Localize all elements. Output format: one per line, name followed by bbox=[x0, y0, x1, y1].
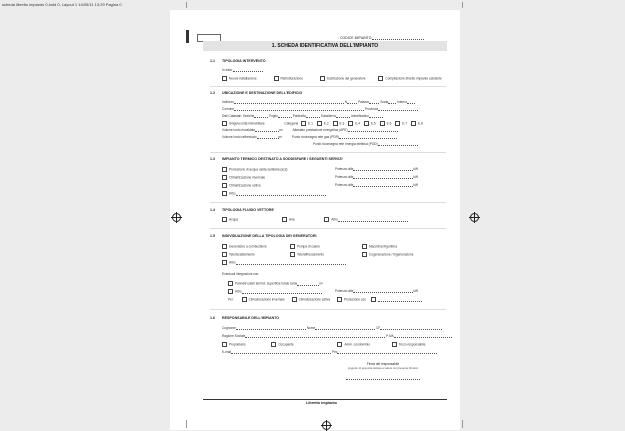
checkbox[interactable] bbox=[364, 121, 369, 126]
ape-field[interactable] bbox=[348, 131, 398, 132]
piva-label: P.IVA bbox=[386, 334, 394, 338]
checkbox[interactable] bbox=[222, 167, 227, 172]
cat-label: E.6 bbox=[386, 121, 392, 126]
servizio-row bbox=[222, 167, 287, 172]
firma-field[interactable] bbox=[346, 379, 420, 380]
cat-label: E.5 bbox=[370, 121, 376, 126]
catastali-row bbox=[222, 114, 383, 118]
n-field[interactable] bbox=[347, 103, 357, 104]
pec-field[interactable] bbox=[337, 353, 437, 354]
checkbox[interactable] bbox=[378, 76, 383, 81]
unit-label: kW bbox=[413, 167, 419, 171]
registration-mark bbox=[470, 213, 479, 222]
checkbox[interactable] bbox=[222, 175, 227, 180]
firma-label: Firma del responsabile bbox=[366, 362, 400, 366]
nome-field[interactable] bbox=[315, 329, 375, 330]
crop-mark bbox=[462, 2, 463, 8]
ruolo-label: Proprietario bbox=[229, 342, 246, 347]
color-bar bbox=[186, 30, 189, 43]
checkbox[interactable] bbox=[228, 289, 233, 294]
fluido-label: Acqua bbox=[229, 217, 239, 222]
checkbox[interactable] bbox=[282, 217, 287, 222]
scala-label: Scala bbox=[380, 100, 389, 104]
gen-label: Teleriscaldamento bbox=[229, 252, 255, 257]
checkbox[interactable] bbox=[337, 342, 342, 347]
intervento-options bbox=[222, 76, 442, 81]
gen-row bbox=[362, 252, 413, 257]
checkbox[interactable] bbox=[271, 342, 276, 347]
gen-row bbox=[222, 260, 346, 265]
per-label: Per: bbox=[228, 297, 234, 302]
option-label: Compilazione libretto impianto esistente bbox=[385, 76, 442, 81]
servizio-row bbox=[222, 183, 261, 188]
vol-raff-label: Volume lordo raffrescato bbox=[222, 135, 257, 139]
provincia-label: Provincia bbox=[364, 107, 379, 111]
altro-field[interactable] bbox=[242, 293, 322, 294]
checkbox[interactable] bbox=[301, 121, 306, 126]
registration-mark bbox=[322, 421, 331, 430]
section-number: 1.1 bbox=[210, 59, 215, 63]
sezione-field[interactable] bbox=[254, 117, 268, 118]
checkbox[interactable] bbox=[395, 121, 400, 126]
checkbox[interactable] bbox=[411, 121, 416, 126]
checkbox[interactable] bbox=[317, 121, 322, 126]
section-title: INDIVIDUAZIONE DELLA TIPOLOGIA DEI GENERATORI bbox=[222, 234, 317, 238]
nome-label: Nome bbox=[306, 326, 316, 330]
gen-label: Altro bbox=[229, 260, 236, 265]
potenza-row bbox=[335, 175, 418, 179]
unit-label: kW bbox=[413, 289, 419, 293]
pod-label: Punto riconsegna rete energia elettrica (POD) bbox=[313, 142, 378, 146]
section-number: 1.2 bbox=[210, 91, 215, 95]
altro-label: Altro bbox=[235, 289, 242, 294]
gen-label: Generatore a combustione bbox=[229, 244, 267, 249]
in-data-row bbox=[222, 68, 263, 72]
option-label: Ristrutturazione bbox=[280, 76, 303, 81]
checkbox[interactable] bbox=[392, 342, 397, 347]
unit-label: kW bbox=[413, 183, 419, 187]
gen-label: Macchina frigorifera bbox=[369, 244, 397, 249]
cat-label: E.3 bbox=[339, 121, 345, 126]
checkbox[interactable] bbox=[242, 297, 247, 302]
checkbox[interactable] bbox=[337, 297, 342, 302]
email-field[interactable] bbox=[231, 353, 331, 354]
servizio-label: Produzione di acqua calda sanitaria (acs) bbox=[229, 167, 288, 172]
checkbox[interactable] bbox=[222, 244, 227, 249]
pec-label: Pec bbox=[331, 350, 338, 354]
servizio-row bbox=[222, 175, 265, 180]
per-row bbox=[228, 297, 422, 302]
cat-label: E.1 bbox=[308, 121, 313, 126]
cognome-row bbox=[222, 326, 442, 330]
section-number: 1.3 bbox=[210, 157, 215, 161]
checkbox[interactable] bbox=[371, 297, 376, 302]
page-title: 1. SCHEDA IDENTIFICATIVA DELL'IMPIANTO bbox=[203, 41, 447, 51]
pannelli-field[interactable] bbox=[297, 285, 319, 286]
file-header: scheda libretto impianto 0.indd 0, Layout 1 14/05/11 13:29 Pagina 0 bbox=[2, 2, 122, 7]
cognome-field[interactable] bbox=[236, 329, 306, 330]
checkbox[interactable] bbox=[222, 121, 227, 126]
checkbox[interactable] bbox=[274, 76, 279, 81]
palazzo-field[interactable] bbox=[369, 103, 379, 104]
unit-label: m² bbox=[319, 281, 323, 286]
divider bbox=[210, 202, 446, 203]
indirizzo-row bbox=[222, 100, 415, 104]
categoria-row bbox=[222, 121, 423, 126]
unit-label: kW bbox=[413, 175, 419, 179]
email-label: E-mail bbox=[222, 350, 232, 354]
checkbox[interactable] bbox=[228, 281, 233, 286]
email-row bbox=[222, 350, 437, 354]
section-title: TIPOLOGIA INTERVENTO bbox=[222, 59, 266, 63]
vol-raff-field[interactable] bbox=[257, 138, 279, 139]
per-option: Climatizzazione invernale bbox=[248, 297, 285, 302]
gen-row bbox=[362, 244, 397, 249]
divider bbox=[210, 86, 446, 87]
gen-label: Pompa di calore bbox=[297, 244, 321, 249]
crop-mark bbox=[186, 420, 187, 428]
potenza-field[interactable] bbox=[353, 186, 413, 187]
checkbox[interactable] bbox=[222, 252, 227, 257]
cat-label: E.7 bbox=[402, 121, 408, 126]
unit-label: m³ bbox=[278, 135, 283, 139]
checkbox[interactable] bbox=[348, 121, 353, 126]
palazzo-label: Palazzo bbox=[357, 100, 370, 104]
altro-row bbox=[228, 289, 322, 294]
potenza-field[interactable] bbox=[353, 292, 413, 293]
ruolo-label: Amm. condominio bbox=[344, 342, 370, 347]
raff-row bbox=[222, 135, 397, 139]
ragione-field[interactable] bbox=[245, 337, 385, 338]
checkbox[interactable] bbox=[222, 260, 227, 265]
altro-field[interactable] bbox=[236, 264, 346, 265]
checkbox[interactable] bbox=[292, 297, 297, 302]
potenza-label: Potenza utile bbox=[335, 175, 354, 179]
potenza-label: Potenza utile bbox=[335, 183, 354, 187]
checkbox[interactable] bbox=[362, 252, 367, 257]
crop-mark bbox=[462, 420, 463, 428]
comune-label: Comune bbox=[222, 107, 235, 111]
servizio-label: Climatizzazione estiva bbox=[229, 183, 261, 188]
fluido-row bbox=[222, 217, 408, 222]
subalterno-field[interactable] bbox=[336, 117, 350, 118]
servizio-label: Altro bbox=[229, 191, 236, 196]
servizio-row bbox=[222, 191, 326, 196]
cat-label: E.8 bbox=[417, 121, 423, 126]
fluido-label: Altro bbox=[331, 217, 338, 222]
servizio-label: Climatizzazione invernale bbox=[229, 175, 266, 180]
pod-field[interactable] bbox=[378, 145, 418, 146]
checkbox[interactable] bbox=[290, 252, 295, 257]
potenza-label: Potenza utile bbox=[335, 289, 354, 293]
piva-field[interactable] bbox=[394, 337, 452, 338]
volume-row bbox=[222, 128, 398, 132]
codice-impianto bbox=[340, 36, 424, 40]
provincia-field[interactable] bbox=[378, 110, 418, 111]
registration-mark bbox=[172, 213, 181, 222]
checkbox[interactable] bbox=[222, 342, 227, 347]
gen-row bbox=[222, 252, 255, 257]
divider bbox=[210, 309, 446, 310]
vol-lordo-field[interactable] bbox=[255, 131, 279, 132]
gen-row bbox=[290, 252, 324, 257]
checkbox[interactable] bbox=[290, 244, 295, 249]
ragione-row bbox=[222, 334, 452, 338]
in-data-label: In data bbox=[222, 68, 232, 72]
subalterno-label: Subalterno bbox=[320, 114, 337, 118]
potenza-row bbox=[335, 167, 418, 171]
cat-label: E.4 bbox=[355, 121, 360, 126]
section-title: RESPONSABILE DELL'IMPIANTO bbox=[222, 316, 280, 320]
in-data-field[interactable] bbox=[233, 71, 263, 72]
codice-impianto-label: CODICE IMPIANTO bbox=[340, 36, 372, 40]
fluido-label: Aria bbox=[288, 217, 295, 222]
cognome-label: Cognome bbox=[222, 326, 236, 330]
section-title: UBICAZIONE E DESTINAZIONE DELL'EDIFICIO bbox=[222, 91, 303, 95]
checkbox[interactable] bbox=[362, 244, 367, 249]
section-title: IMPIANTO TERMICO DESTINATO A SODDISFARE I SEGUENTI SERVIZI bbox=[222, 157, 343, 161]
comune-field[interactable] bbox=[234, 110, 364, 111]
singola-label: Singola unità immobiliare bbox=[229, 121, 265, 126]
interno-label: Interno bbox=[397, 100, 408, 104]
checkbox[interactable] bbox=[324, 217, 329, 222]
particella-field[interactable] bbox=[306, 117, 320, 118]
cf-label: CF bbox=[376, 326, 381, 330]
section-number: 1.5 bbox=[210, 234, 215, 238]
pdr-field[interactable] bbox=[339, 138, 397, 139]
indirizzo-label: Indirizzo bbox=[222, 100, 234, 104]
ragione-label: Ragione Sociale bbox=[222, 334, 246, 338]
option-label: Nuova installazione bbox=[229, 76, 257, 81]
ruoli-row bbox=[222, 342, 426, 347]
altro-field[interactable] bbox=[338, 221, 408, 222]
pannelli-label: Pannelli solari termici: superficie totale lorda bbox=[235, 281, 298, 286]
checkbox[interactable] bbox=[333, 121, 338, 126]
divider bbox=[210, 228, 446, 229]
foglio-label: Foglio bbox=[269, 114, 278, 118]
ruolo-label: Terzo responsabile bbox=[398, 342, 426, 347]
section-title: TIPOLOGIA FLUIDO VETTORE bbox=[222, 208, 274, 212]
cat-label: E.2 bbox=[323, 121, 329, 126]
cf-field[interactable] bbox=[380, 329, 442, 330]
divider bbox=[210, 152, 446, 153]
pod-row bbox=[313, 142, 418, 146]
potenza-label: Potenza utile bbox=[335, 167, 354, 171]
per-option: Climatizzazione estiva bbox=[298, 297, 331, 302]
checkbox[interactable] bbox=[380, 121, 385, 126]
checkbox[interactable] bbox=[222, 183, 227, 188]
gen-label: Cogenerazione / trigenerazione bbox=[369, 252, 414, 257]
catastali-label: Dati Catastali: Sezione bbox=[222, 114, 255, 118]
comune-row bbox=[222, 107, 418, 111]
particella-label: Particella bbox=[292, 114, 306, 118]
identificativo-label: Identificativo bbox=[351, 114, 369, 118]
categoria-label: Categoria bbox=[284, 121, 299, 126]
per-altro-field[interactable] bbox=[378, 301, 422, 302]
identificativo-field[interactable] bbox=[369, 117, 383, 118]
section-number: 1.6 bbox=[210, 316, 215, 320]
crop-mark bbox=[186, 2, 187, 8]
potenza-field[interactable] bbox=[353, 170, 413, 171]
potenza-field[interactable] bbox=[353, 178, 413, 179]
potenza-row bbox=[335, 183, 418, 187]
option-label: Sostituzione del generatore bbox=[326, 76, 366, 81]
checkbox[interactable] bbox=[222, 191, 227, 196]
firma-note: (oggetto di apposita delega a valere sul presente libretto) bbox=[347, 366, 419, 370]
foglio-field[interactable] bbox=[278, 117, 292, 118]
footer-rule bbox=[203, 399, 447, 400]
pannelli-row bbox=[228, 281, 323, 286]
checkbox[interactable] bbox=[320, 76, 325, 81]
interno-field[interactable] bbox=[407, 103, 415, 104]
scala-field[interactable] bbox=[388, 103, 396, 104]
potenza-row bbox=[335, 289, 418, 293]
checkbox[interactable] bbox=[222, 217, 227, 222]
gen-row bbox=[290, 244, 320, 249]
indirizzo-field[interactable] bbox=[234, 103, 344, 104]
codice-impianto-field[interactable] bbox=[372, 39, 424, 40]
per-option: Produzione acs bbox=[343, 297, 366, 302]
ape-label: Attestato prestazione energetica (APE) bbox=[292, 128, 348, 132]
altro-field[interactable] bbox=[236, 195, 326, 196]
gen-label: Teleraffrescamento bbox=[297, 252, 325, 257]
pdr-label: Punto riconsegna rete gas (PDR) bbox=[292, 135, 339, 139]
vol-lordo-label: Volume lordo riscaldato bbox=[222, 128, 256, 132]
section-number: 1.4 bbox=[210, 208, 215, 212]
integrazioni-label: Eventuali integrazioni con: bbox=[222, 272, 260, 276]
unit-label: m³ bbox=[279, 128, 283, 132]
ruolo-label: Occupante bbox=[278, 342, 294, 347]
footer-label: Libretto impianto bbox=[306, 401, 338, 405]
gen-row bbox=[222, 244, 267, 249]
checkbox[interactable] bbox=[222, 76, 227, 81]
n-label: N bbox=[344, 100, 348, 104]
